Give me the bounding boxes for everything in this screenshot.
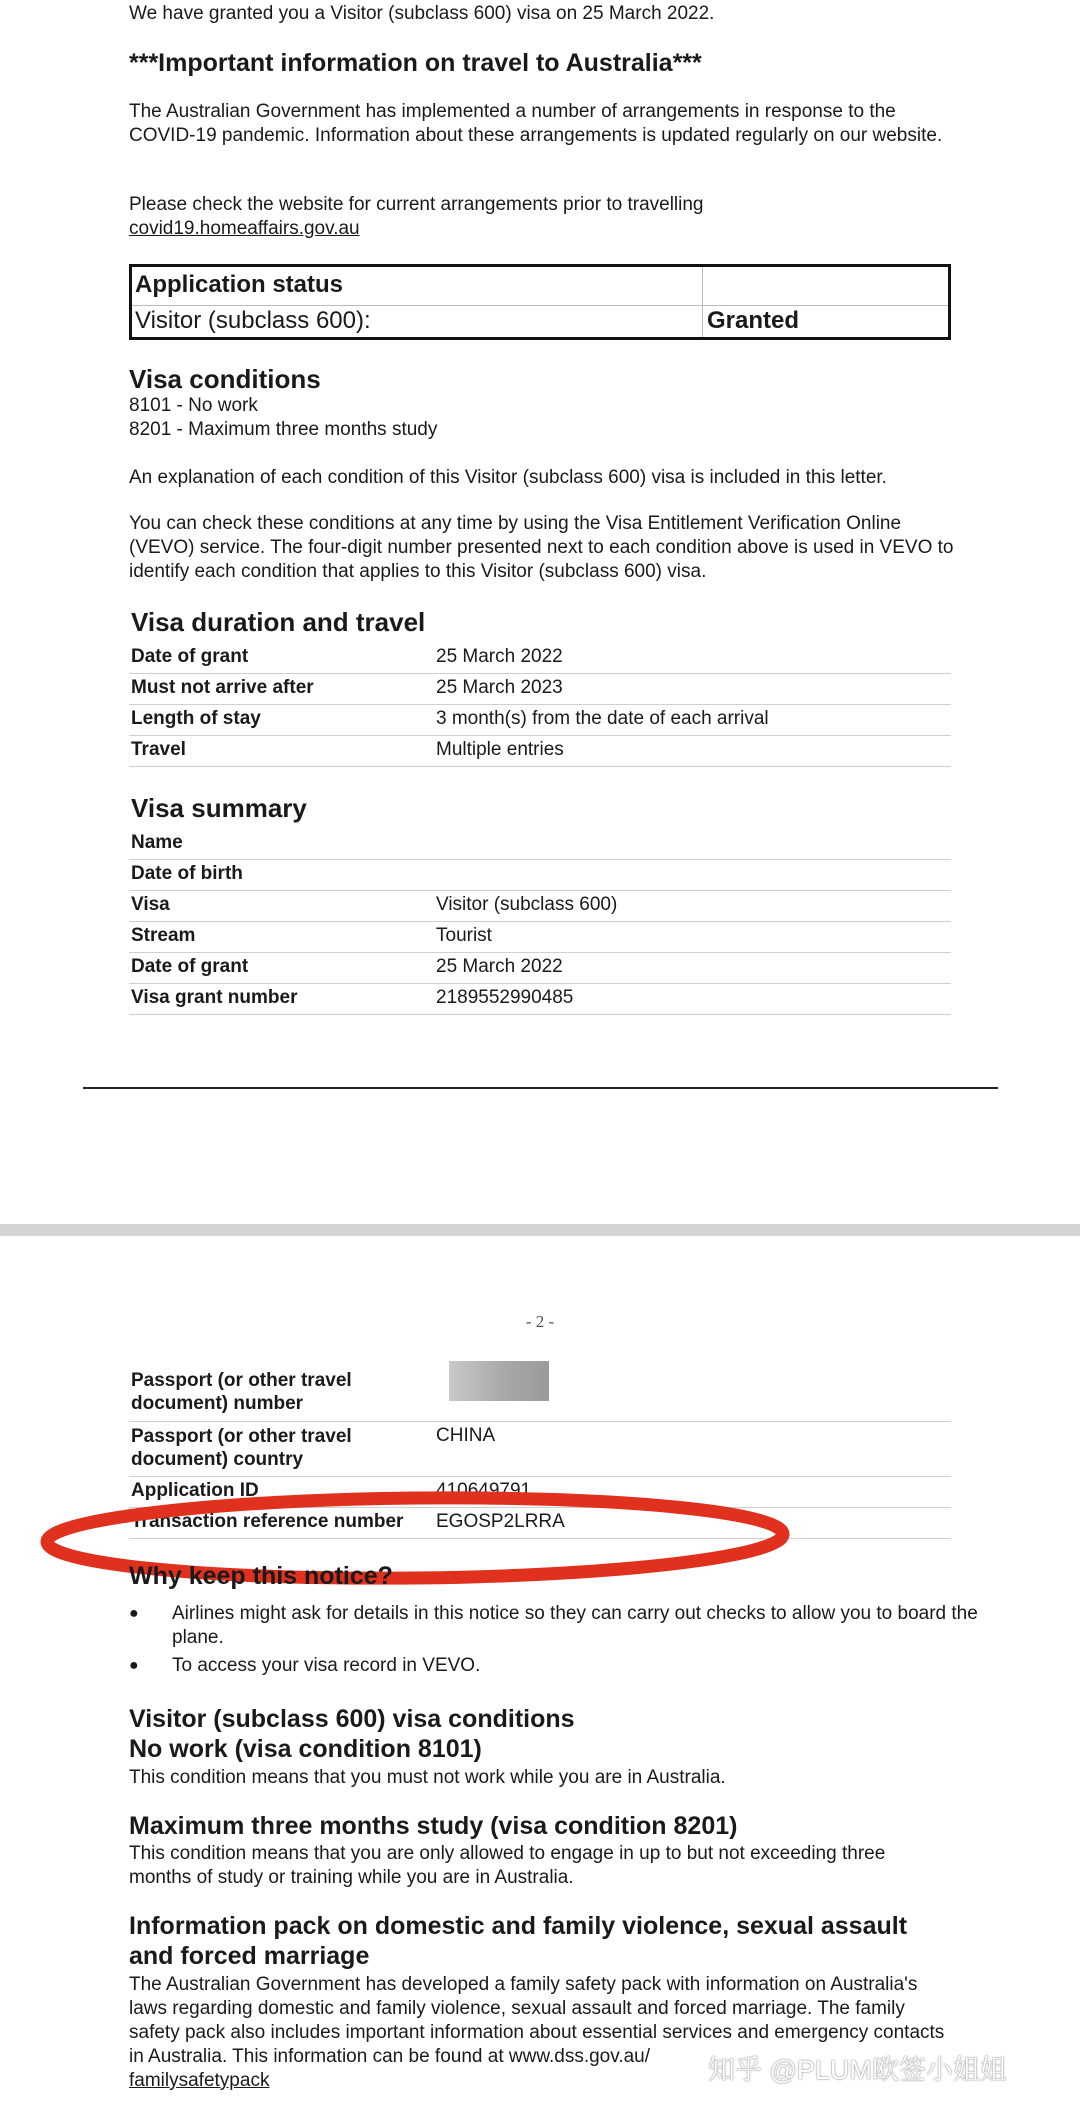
- info-heading: Information pack on domestic and family violence, sexual assault and forced marriage: [129, 1912, 908, 1970]
- table-row: [129, 983, 951, 1015]
- study-text: This condition means that you are only allowed to engage in up to but not exceeding three months of study or training while you are in Australia.: [129, 1843, 886, 1888]
- duration-heading: Visa duration and travel: [131, 607, 426, 637]
- status-heading: Application status: [135, 271, 344, 298]
- table-row: [129, 890, 951, 922]
- row-label: Date of grant: [131, 956, 249, 977]
- row-label: Visa: [131, 894, 170, 915]
- status-value: Granted: [707, 307, 800, 334]
- row-value: 410649791: [436, 1480, 532, 1501]
- row-value: 2189552990485: [436, 987, 574, 1008]
- redacted-block: [449, 1361, 549, 1401]
- page-separator: [0, 1224, 1080, 1236]
- row-value: Tourist: [436, 925, 492, 946]
- list-item: ● To access your visa record in VEVO.: [129, 1655, 481, 1676]
- info-text: The Australian Government has developed a family safety pack with information on Australia's laws regarding domestic and family violence, sexual assault and forced marriage. The family safety pack also includes important information about essential services and emergency contacts in Australia. This information can be found at www.dss.gov.au/: [129, 1974, 945, 2067]
- row-label: Travel: [131, 739, 186, 760]
- row-value: 3 month(s) from the date of each arrival: [436, 708, 769, 729]
- row-value: Visitor (subclass 600): [436, 894, 618, 915]
- table-row: [129, 673, 951, 705]
- row-label: Must not arrive after: [131, 677, 314, 698]
- application-status-box: [129, 264, 951, 340]
- row-value: 25 March 2022: [436, 646, 563, 667]
- table-row: [129, 642, 951, 674]
- conditions-heading: Visa conditions: [129, 364, 321, 394]
- nowork-text: This condition means that you must not work while you are in Australia.: [129, 1767, 726, 1788]
- row-value: Multiple entries: [436, 739, 564, 760]
- row-value: 25 March 2022: [436, 956, 563, 977]
- bullet-icon: ●: [129, 1605, 139, 1622]
- row-label: Length of stay: [131, 708, 261, 729]
- page-number: - 2 -: [525, 1312, 555, 1331]
- conditions-section-heading: Visitor (subclass 600) visa conditions: [129, 1705, 575, 1733]
- row-value: 25 March 2023: [436, 677, 563, 698]
- row-value: EGOSP2LRRA: [436, 1511, 565, 1532]
- covid-paragraph: The Australian Government has implemented a number of arrangements in response to the COVID-19 pandemic. Information about these arrangements is updated regularly on our website.: [129, 101, 943, 146]
- why-heading: Why keep this notice?: [129, 1562, 393, 1590]
- row-label: Date of grant: [131, 646, 249, 667]
- row-label: Name: [131, 832, 183, 853]
- summary-heading: Visa summary: [131, 793, 307, 823]
- row-label: Stream: [131, 925, 196, 946]
- check-paragraph: Please check the website for current arrangements prior to travelling: [129, 194, 704, 215]
- table-row: [129, 1421, 951, 1477]
- table-row: [129, 859, 951, 891]
- row-label: Transaction reference number: [131, 1511, 404, 1532]
- row-label: Visa grant number: [131, 987, 298, 1008]
- page-footer-rule: [83, 1087, 998, 1089]
- condition-item: 8101 - No work: [129, 395, 258, 416]
- row-label: Application ID: [131, 1480, 259, 1501]
- status-label: Visitor (subclass 600):: [135, 307, 371, 334]
- table-row: [129, 952, 951, 984]
- row-label: Date of birth: [131, 863, 243, 884]
- bullet-icon: ●: [129, 1657, 139, 1674]
- table-row: [129, 735, 951, 767]
- important-heading: ***Important information on travel to Australia***: [129, 49, 702, 77]
- table-row: [129, 828, 951, 860]
- study-heading: Maximum three months study (visa condition 8201): [129, 1812, 738, 1840]
- row-label: Passport (or other travel document) number: [131, 1370, 352, 1414]
- table-row: [129, 704, 951, 736]
- row-value: CHINA: [436, 1425, 496, 1446]
- family-safety-link[interactable]: familysafetypack: [129, 2070, 270, 2091]
- row-label: Passport (or other travel document) country: [131, 1426, 352, 1470]
- vevo-paragraph: You can check these conditions at any time by using the Visa Entitlement Verification Online (VEVO) service. The four-digit number presented next to each condition above is used in VEVO to identify each condition that applies to this Visitor (subclass 600) visa.: [129, 513, 954, 582]
- table-row: [129, 921, 951, 953]
- list-item: ● Airlines might ask for details in this notice so they can carry out checks to allow you to board the plane.: [129, 1603, 978, 1648]
- table-row: [129, 1365, 951, 1422]
- explain-paragraph: An explanation of each condition of this Visitor (subclass 600) visa is included in this letter.: [129, 467, 887, 488]
- covid-link[interactable]: covid19.homeaffairs.gov.au: [129, 218, 360, 239]
- intro-text: We have granted you a Visitor (subclass 600) visa on 25 March 2022.: [129, 3, 715, 24]
- watermark: 知乎 @PLUM欧签小姐姐: [708, 2055, 1007, 2085]
- nowork-heading: No work (visa condition 8101): [129, 1735, 482, 1763]
- condition-item: 8201 - Maximum three months study: [129, 419, 438, 440]
